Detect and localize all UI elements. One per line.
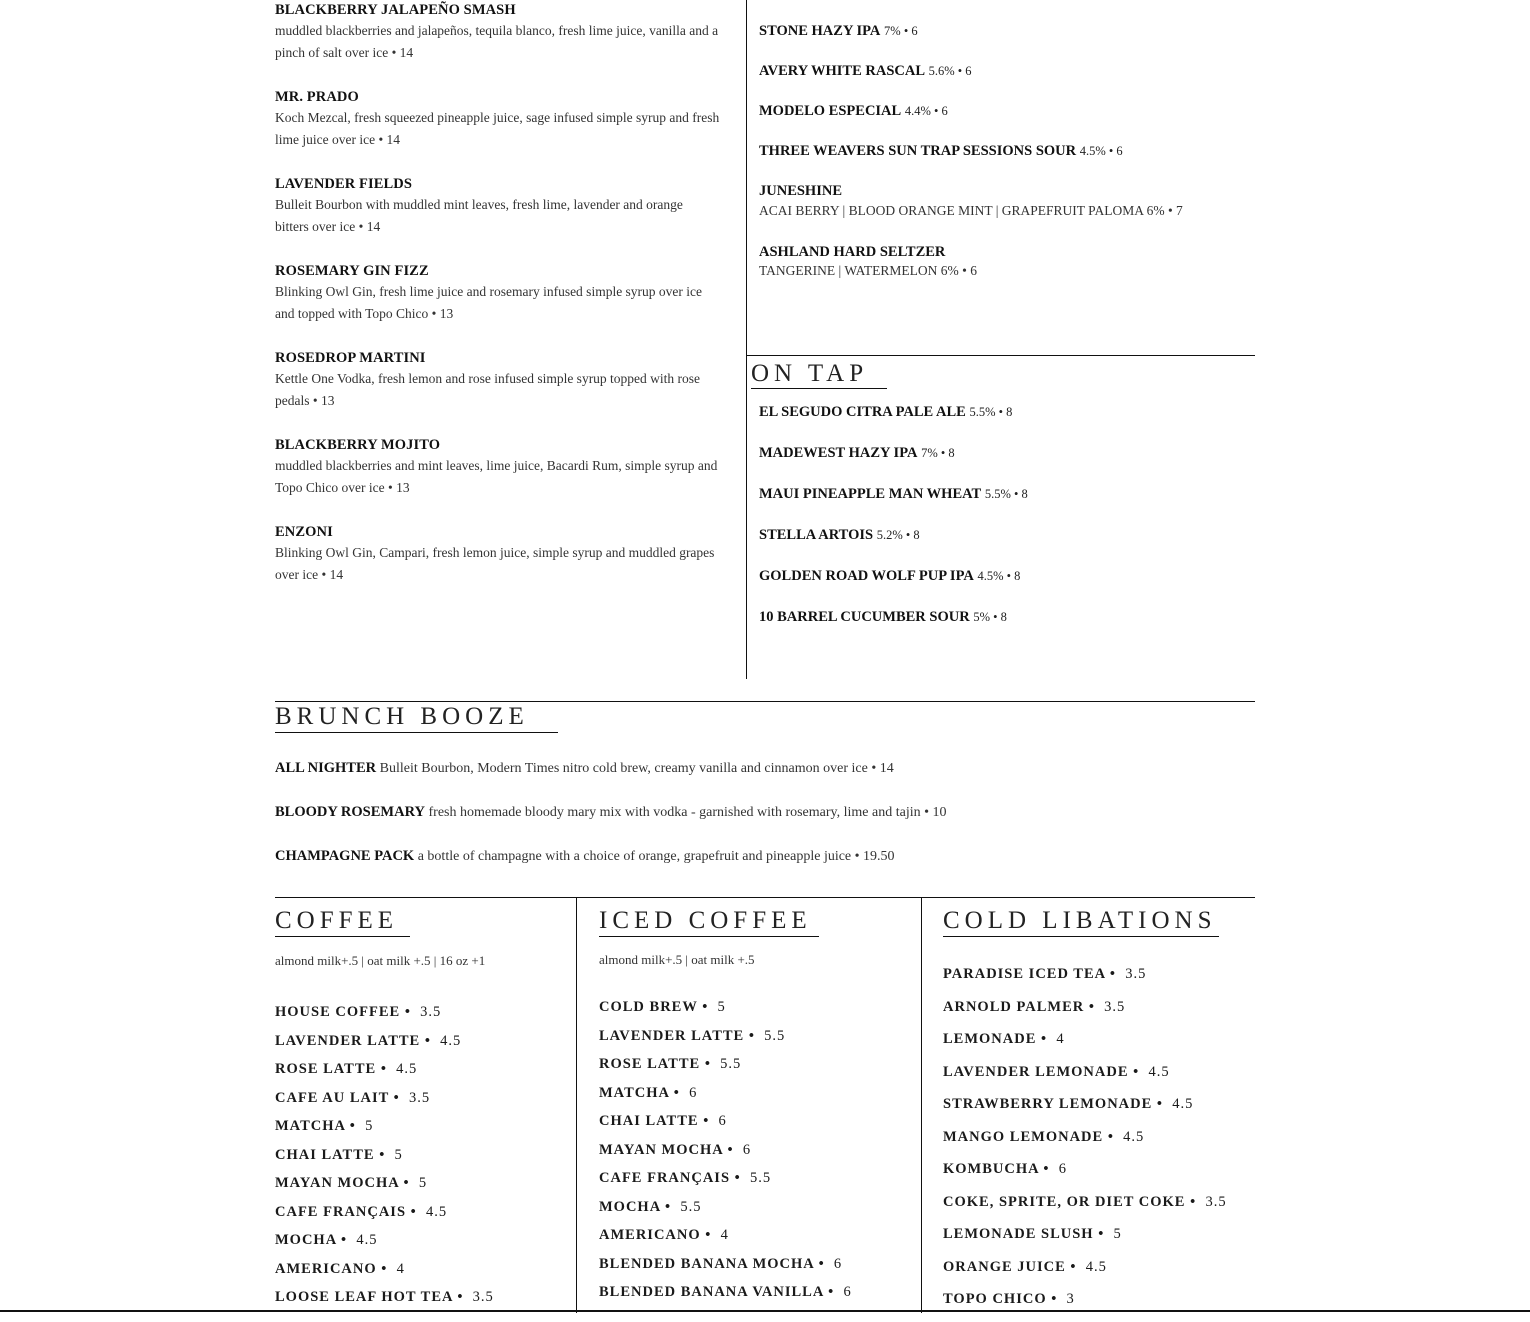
cocktail-desc: Blinking Owl Gin, Campari, fresh lemon juice, simple syrup and muddled grapes over ice • 14 (275, 545, 715, 582)
menu-item (599, 1140, 852, 1169)
item-name: KOMBUCHA • (943, 1161, 1050, 1177)
item-name: MATCHA • (275, 1118, 356, 1134)
item-name: ROSE LATTE • (599, 1056, 711, 1072)
cocktail-name: ENZONI (275, 524, 333, 540)
item-price: 6 (1058, 1161, 1068, 1177)
menu-item (275, 1287, 494, 1316)
item-price: 3.5 (1104, 998, 1126, 1015)
brunch-item (275, 760, 894, 777)
cocktail-desc: Bulleit Bourbon with muddled mint leaves, fresh lime, lavender and orange bitters over ice • 14 (275, 197, 683, 234)
bottle-meta: 5.6% • 6 (928, 64, 972, 78)
brunch-name: CHAMPAGNE PACK (275, 848, 415, 864)
item-price: 6 (833, 1255, 843, 1272)
item-price: 5.5 (680, 1198, 702, 1215)
coffee-milk-note: almond milk+.5 | oat milk +.5 | 16 oz +1 (275, 953, 486, 968)
item-name: TOPO CHICO • (943, 1291, 1058, 1307)
cocktail-item (275, 348, 720, 412)
item-price: 3.5 (409, 1089, 431, 1106)
tap-name: MADEWEST HAZY IPA (759, 445, 918, 461)
cocktail-item (275, 435, 720, 499)
cold-libations-title: COLD LIBATIONS (943, 907, 1217, 934)
item-price: 4 (720, 1227, 729, 1243)
menu-item (275, 1031, 494, 1060)
item-price: 4.5 (1123, 1128, 1145, 1145)
item-name: LAVENDER LEMONADE • (943, 1063, 1140, 1080)
item-price: 5.5 (720, 1056, 742, 1072)
item-name: MOCHA • (275, 1232, 348, 1248)
item-name: LAVENDER LATTE • (275, 1032, 431, 1049)
cocktail-item (275, 0, 720, 64)
tap-meta: 4.5% • 8 (977, 569, 1021, 583)
coffee-title-underline (275, 936, 410, 937)
cocktail-item (275, 87, 720, 151)
brunch-title-underline (275, 732, 558, 733)
item-price: 6 (689, 1084, 698, 1101)
item-price: 6 (742, 1141, 752, 1158)
item-name: LAVENDER LATTE • (599, 1027, 755, 1044)
tap-name: EL SEGUDO CITRA PALE ALE (759, 404, 966, 420)
item-name: AMERICANO • (599, 1227, 712, 1243)
menu-item (943, 1192, 1227, 1225)
item-name: MOCHA • (599, 1198, 672, 1215)
item-price: 5 (394, 1146, 403, 1163)
menu-item (275, 1059, 494, 1088)
bottle-name: MODELO ESPECIAL (759, 103, 902, 119)
item-name: CAFE FRANÇAIS • (275, 1203, 417, 1220)
coffee-top-rule (275, 897, 1255, 898)
menu-item (943, 1094, 1227, 1127)
tap-item (759, 403, 1012, 421)
bottle-item (759, 182, 842, 200)
brunch-item (275, 804, 947, 821)
menu-item (599, 1197, 852, 1226)
menu-item (943, 1257, 1227, 1290)
tap-name: MAUI PINEAPPLE MAN WHEAT (759, 486, 982, 502)
menu-item (599, 1083, 852, 1112)
menu-item (275, 1202, 494, 1231)
item-price: 3 (1066, 1291, 1075, 1307)
item-name: AMERICANO • (275, 1260, 388, 1277)
cocktail-name: BLACKBERRY MOJITO (275, 437, 441, 453)
menu-item (275, 1230, 494, 1259)
bottle-item (759, 22, 918, 40)
item-price: 4.5 (396, 1061, 418, 1077)
menu-item (943, 1062, 1227, 1095)
menu-item (943, 1289, 1227, 1322)
tap-item (759, 526, 920, 544)
menu-item (599, 1282, 852, 1311)
item-name: CHAI LATTE • (275, 1146, 386, 1163)
menu-item (599, 997, 852, 1026)
menu-item (943, 997, 1227, 1030)
item-price: 3.5 (1205, 1193, 1227, 1210)
brunch-name: BLOODY ROSEMARY (275, 804, 426, 820)
item-price: 4.5 (1085, 1258, 1107, 1275)
menu-item (599, 1225, 852, 1254)
cocktail-name: MR. PRADO (275, 89, 359, 105)
item-name: COKE, SPRITE, OR DIET COKE • (943, 1193, 1197, 1210)
menu-item (275, 1088, 494, 1117)
tap-item (759, 444, 955, 462)
menu-item (943, 1029, 1227, 1062)
bottle-flavors: TANGERINE | WATERMELON 6% • 6 (759, 263, 977, 278)
menu-item (275, 1145, 494, 1174)
item-name: CAFE FRANÇAIS • (599, 1170, 741, 1186)
item-price: 4.5 (425, 1203, 448, 1220)
bottle-item (759, 62, 972, 80)
item-name: BLENDED BANANA MOCHA • (599, 1255, 825, 1272)
bottle-meta: 4.5% • 6 (1079, 144, 1123, 158)
bottle-item (759, 102, 948, 120)
cold-libations-list (943, 964, 1227, 1322)
cocktail-name: BLACKBERRY JALAPEÑO SMASH (275, 2, 516, 18)
bottle-name: THREE WEAVERS SUN TRAP SESSIONS SOUR (759, 143, 1077, 159)
item-name: HOUSE COFFEE • (275, 1004, 411, 1020)
on-tap-title-underline (751, 388, 887, 389)
tap-item (759, 567, 1020, 585)
item-price: 4.5 (440, 1032, 462, 1049)
cocktail-desc: Koch Mezcal, fresh squeezed pineapple juice, sage infused simple syrup and fresh lime juice over ice • 14 (275, 110, 720, 147)
item-name: ROSE LATTE • (275, 1061, 387, 1077)
item-price: 5.5 (749, 1170, 772, 1186)
tap-meta: 5.5% • 8 (969, 405, 1013, 419)
item-price: 4.5 (1148, 1063, 1170, 1080)
menu-item (599, 1054, 852, 1083)
bottle-name: ASHLAND HARD SELTZER (759, 244, 946, 260)
tap-meta: 5% • 8 (973, 610, 1007, 624)
bottle-flavors: ACAI BERRY | BLOOD ORANGE MINT | GRAPEFRUIT PALOMA 6% • 7 (759, 203, 1183, 218)
item-name: STRAWBERRY LEMONADE • (943, 1096, 1163, 1112)
brunch-desc: a bottle of champagne with a choice of orange, grapefruit and pineapple juice • 19.50 (417, 849, 895, 864)
bottle-name: AVERY WHITE RASCAL (759, 63, 926, 79)
tap-name: STELLA ARTOIS (759, 527, 874, 543)
item-price: 3.5 (1125, 966, 1147, 982)
bottle-name: JUNESHINE (759, 183, 842, 199)
bottle-meta: 4.4% • 6 (904, 104, 948, 118)
menu-item (275, 1173, 494, 1202)
bottle-meta: 7% • 6 (884, 24, 918, 38)
menu-item (275, 1259, 494, 1288)
item-name: COLD BREW • (599, 999, 709, 1015)
menu-item (943, 1127, 1227, 1160)
item-name: BLENDED BANANA VANILLA • (599, 1284, 835, 1300)
item-price: 3.5 (420, 1004, 442, 1020)
iced-cold-divider (921, 897, 922, 1313)
tap-meta: 5.5% • 8 (984, 487, 1028, 501)
cocktail-name: ROSEMARY GIN FIZZ (275, 263, 429, 279)
cocktail-name: LAVENDER FIELDS (275, 176, 413, 192)
brunch-title: BRUNCH BOOZE (275, 703, 529, 730)
item-price: 5 (717, 999, 726, 1015)
brunch-top-rule (275, 701, 1255, 702)
item-name: MAYAN MOCHA • (275, 1175, 410, 1191)
cocktail-item (275, 174, 720, 238)
item-price: 5 (365, 1118, 374, 1134)
tap-item (759, 485, 1028, 503)
item-price: 4 (396, 1260, 405, 1277)
brunch-desc: Bulleit Bourbon, Modern Times nitro cold brew, creamy vanilla and cinnamon over ice • 14 (379, 761, 894, 776)
item-price: 4.5 (356, 1232, 378, 1248)
iced-coffee-milk-note: almond milk+.5 | oat milk +.5 (599, 952, 755, 967)
item-price: 3.5 (472, 1289, 494, 1305)
iced-coffee-title: ICED COFFEE (599, 907, 812, 934)
brunch-name: ALL NIGHTER (275, 760, 377, 776)
brunch-item (275, 848, 895, 865)
item-price: 5 (1113, 1226, 1122, 1242)
item-name: PARADISE ICED TEA • (943, 966, 1117, 982)
coffee-list (275, 1002, 494, 1316)
menu-item (599, 1026, 852, 1055)
item-price: 5.5 (764, 1027, 786, 1044)
item-name: CAFE AU LAIT • (275, 1089, 400, 1106)
item-name: ORANGE JUICE • (943, 1258, 1077, 1275)
cocktail-desc: Kettle One Vodka, fresh lemon and rose infused simple syrup topped with rose pedals • 13 (275, 371, 701, 408)
cocktail-desc: muddled blackberries and mint leaves, lime juice, Bacardi Rum, simple syrup and Topo Chico over ice • 13 (275, 458, 718, 495)
on-tap-top-rule (746, 355, 1255, 356)
item-name: MANGO LEMONADE • (943, 1128, 1114, 1145)
menu-item (599, 1254, 852, 1283)
menu-item (943, 964, 1227, 997)
item-price: 6 (843, 1284, 852, 1300)
tap-item (759, 608, 1007, 626)
cocktail-desc: muddled blackberries and jalapeños, tequila blanco, fresh lime juice, vanilla and a pinch of salt over ice • 14 (275, 23, 719, 60)
cocktail-item (275, 261, 720, 325)
bottle-item (759, 142, 1123, 160)
menu-item (275, 1002, 494, 1031)
brunch-desc: fresh homemade bloody mary mix with vodka - garnished with rosemary, lime and tajin • 10 (428, 805, 947, 820)
item-name: CHAI LATTE • (599, 1113, 710, 1129)
item-name: LOOSE LEAF HOT TEA • (275, 1289, 464, 1305)
iced-coffee-list (599, 997, 852, 1311)
menu-item (599, 1111, 852, 1140)
menu-item (943, 1224, 1227, 1257)
item-price: 4 (1056, 1031, 1065, 1047)
cocktail-name: ROSEDROP MARTINI (275, 350, 426, 366)
item-name: LEMONADE SLUSH • (943, 1226, 1105, 1242)
item-name: MAYAN MOCHA • (599, 1141, 734, 1158)
on-tap-title: ON TAP (751, 360, 869, 387)
tap-meta: 7% • 8 (921, 446, 955, 460)
cocktail-item (275, 522, 720, 586)
item-price: 4.5 (1172, 1096, 1194, 1112)
bottle-item (759, 243, 945, 261)
cold-libations-title-underline (943, 936, 1219, 937)
coffee-iced-divider (576, 897, 577, 1313)
tap-name: 10 BARREL CUCUMBER SOUR (759, 609, 970, 625)
item-price: 6 (718, 1113, 727, 1129)
iced-coffee-title-underline (599, 936, 819, 937)
cocktail-beer-divider (746, 0, 747, 679)
tap-meta: 5.2% • 8 (876, 528, 920, 542)
menu-item (943, 1159, 1227, 1192)
cocktail-desc: Blinking Owl Gin, fresh lime juice and rosemary infused simple syrup over ice and topped with Topo Chico • 13 (275, 284, 703, 321)
item-name: MATCHA • (599, 1084, 680, 1101)
coffee-title: COFFEE (275, 907, 399, 934)
menu-item (275, 1116, 494, 1145)
menu-item (599, 1168, 852, 1197)
item-name: ARNOLD PALMER • (943, 998, 1095, 1015)
bottle-name: STONE HAZY IPA (759, 23, 881, 39)
tap-name: GOLDEN ROAD WOLF PUP IPA (759, 568, 974, 584)
item-price: 5 (418, 1175, 428, 1191)
item-name: LEMONADE • (943, 1031, 1048, 1047)
